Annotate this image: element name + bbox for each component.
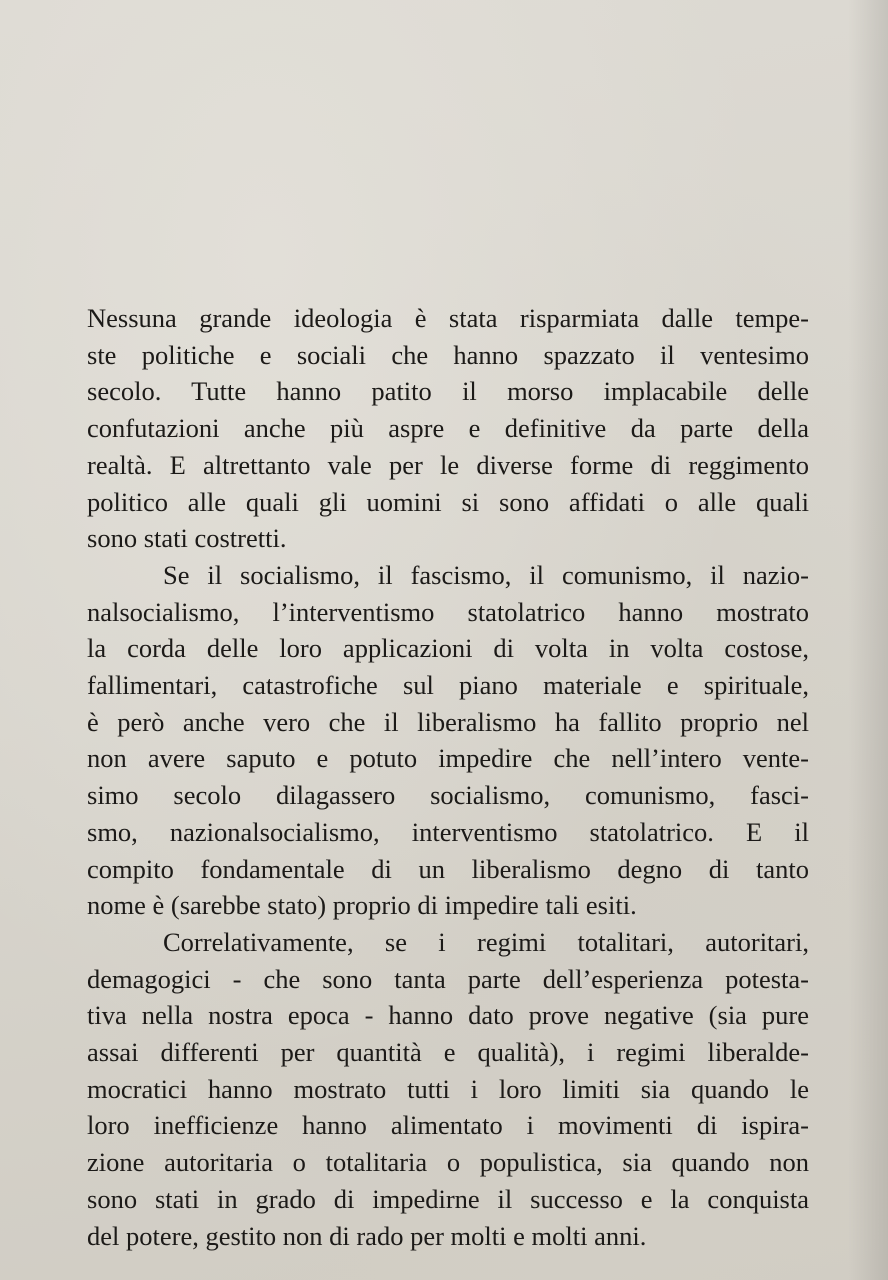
- text-line: sono stati in grado di impedirne il successo e la conquista: [87, 1183, 809, 1214]
- text-line: mocratici hanno mostrato tutti i loro limiti sia quando le: [87, 1073, 809, 1104]
- text-line: politico alle quali gli uomini si sono affidati o alle quali: [87, 486, 809, 517]
- text-line: sono stati costretti.: [87, 523, 287, 554]
- paragraph-1: [87, 300, 809, 557]
- text-line: Correlativamente, se i regimi totalitari, autoritari,: [163, 926, 809, 957]
- text-line: Se il socialismo, il fascismo, il comunismo, il nazio-: [163, 559, 809, 590]
- text-line: tiva nella nostra epoca - hanno dato prove negative (sia pure: [87, 1000, 809, 1031]
- text-line: demagogici - che sono tanta parte dell’esperienza potesta-: [87, 963, 809, 994]
- text-line: realtà. E altrettanto vale per le diverse forme di reggimento: [87, 449, 809, 480]
- paragraph-2: [87, 557, 809, 924]
- text-line: nome è (sarebbe stato) proprio di impedire tali esiti.: [87, 890, 637, 921]
- paragraph-3: [87, 924, 809, 1254]
- body-text: [87, 300, 809, 1254]
- text-line: la corda delle loro applicazioni di volta in volta costose,: [87, 633, 809, 664]
- text-line: ste politiche e sociali che hanno spazzato il ventesimo: [87, 339, 809, 370]
- text-line: simo secolo dilagassero socialismo, comunismo, fasci-: [87, 780, 809, 811]
- text-line: smo, nazionalsocialismo, interventismo statolatrico. E il: [87, 816, 809, 847]
- text-line: secolo. Tutte hanno patito il morso implacabile delle: [87, 376, 809, 407]
- text-line: è però anche vero che il liberalismo ha fallito proprio nel: [87, 706, 809, 737]
- text-line: non avere saputo e potuto impedire che nell’intero vente-: [87, 743, 809, 774]
- text-line: fallimentari, catastrofiche sul piano materiale e spirituale,: [87, 670, 809, 701]
- text-line: Nessuna grande ideologia è stata risparmiata dalle tempe-: [87, 303, 809, 333]
- text-line: nalsocialismo, l’interventismo statolatrico hanno mostrato: [87, 596, 809, 627]
- text-line: loro inefficienze hanno alimentato i movimenti di ispira-: [87, 1110, 809, 1141]
- text-line: assai differenti per quantità e qualità), i regimi liberalde-: [87, 1037, 809, 1068]
- text-line: del potere, gestito non di rado per molti e molti anni.: [87, 1220, 647, 1251]
- text-line: confutazioni anche più aspre e definitive da parte della: [87, 413, 809, 444]
- text-line: zione autoritaria o totalitaria o populistica, sia quando non: [87, 1147, 809, 1178]
- text-line: compito fondamentale di un liberalismo degno di tanto: [87, 853, 809, 884]
